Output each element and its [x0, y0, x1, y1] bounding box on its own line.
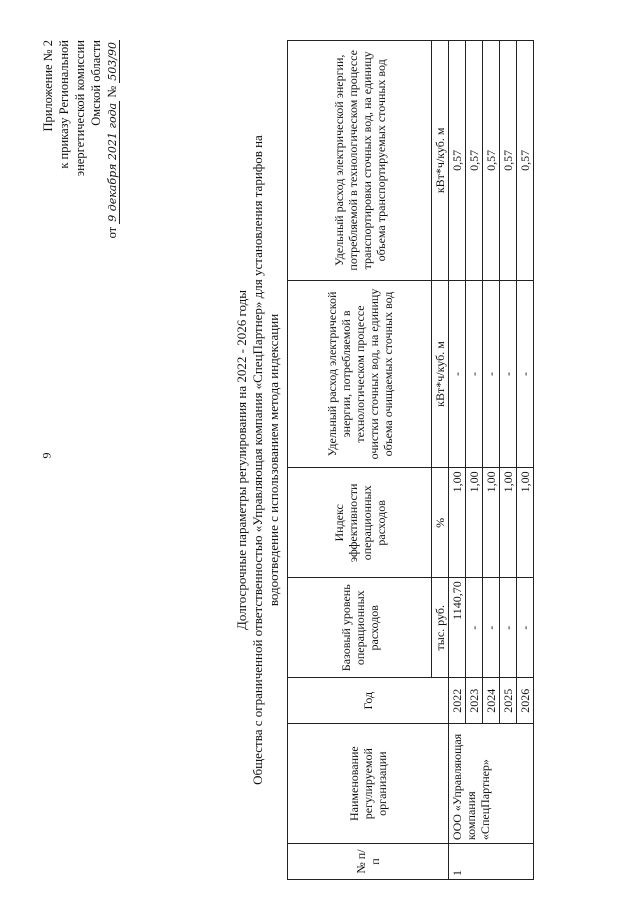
header-num: № п/п: [288, 844, 449, 880]
appendix-line-4: Омской области: [89, 40, 103, 126]
unit-base: тыс. руб.: [432, 578, 449, 678]
cell-base: -: [466, 578, 483, 678]
cell-year: 2026: [517, 678, 534, 724]
cell-transport: 0,57: [500, 41, 517, 281]
cell-index: 1,00: [517, 468, 534, 578]
date-signature: 9 декабря 2021 года: [106, 102, 119, 222]
page-number: 9: [39, 452, 54, 459]
unit-index: %: [432, 468, 449, 578]
cell-transport: 0,57: [483, 41, 500, 281]
parameters-table: [287, 40, 534, 880]
organization-name: ООО «Управляющая компания «СпецПартнер»: [449, 724, 534, 844]
appendix-line-2: к приказу Региональной: [57, 40, 71, 169]
appendix-line-1: Приложение № 2: [41, 40, 55, 132]
row-number: 1: [449, 844, 534, 880]
cell-base: -: [517, 578, 534, 678]
cell-treatment: -: [483, 280, 500, 468]
cell-index: 1,00: [466, 468, 483, 578]
cell-base: 1140,70: [449, 578, 466, 678]
header-index: Индекс эффективности операционных расходов: [288, 468, 432, 578]
document-title: [234, 40, 282, 880]
appendix-header: [40, 40, 121, 240]
cell-year: 2023: [466, 678, 483, 724]
cell-transport: 0,57: [449, 41, 466, 281]
unit-transport: кВт*ч/куб. м: [432, 41, 449, 281]
cell-index: 1,00: [449, 468, 466, 578]
number-signature: 503/90: [106, 42, 119, 81]
appendix-date-line: [104, 40, 121, 240]
cell-treatment: -: [517, 280, 534, 468]
cell-year: 2024: [483, 678, 500, 724]
cell-transport: 0,57: [517, 41, 534, 281]
title-line-1: Долгосрочные параметры регулирования на 2022 - 2026 годы: [234, 290, 249, 630]
cell-treatment: -: [449, 280, 466, 468]
number-prefix: №: [105, 85, 119, 98]
cell-year: 2025: [500, 678, 517, 724]
unit-treatment: кВт*ч/куб. м: [432, 280, 449, 468]
cell-base: -: [483, 578, 500, 678]
appendix-line-3: энергетической комиссии: [73, 40, 87, 177]
rotated-page: [40, 40, 640, 880]
header-transport: Удельный расход электрической энергии, потребляемой в технологическом процессе транспортировки сточных вод, на единицу объема транспортируемых сточных вод: [288, 41, 432, 281]
header-treatment: Удельный расход электрической энергии, потребляемой в технологическом процессе очистки сточных вод, на единицу объема очищаемых сточных вод: [288, 280, 432, 468]
cell-treatment: -: [466, 280, 483, 468]
date-prefix: от: [105, 226, 119, 239]
header-year: Год: [288, 678, 449, 724]
cell-index: 1,00: [483, 468, 500, 578]
cell-year: 2022: [449, 678, 466, 724]
header-row: [288, 41, 432, 880]
title-line-2: Общества с ограниченной ответственностью «Управляющая компания «СпецПартнер» для установления тарифов на: [250, 135, 265, 785]
title-line-3: водоотведение с использованием метода индексации: [266, 313, 281, 607]
header-org: Наименование регулируемой организации: [288, 724, 449, 844]
cell-transport: 0,57: [466, 41, 483, 281]
cell-treatment: -: [500, 280, 517, 468]
cell-index: 1,00: [500, 468, 517, 578]
header-base: Базовый уровень операционных расходов: [288, 578, 432, 678]
table-row: [449, 41, 466, 880]
cell-base: -: [500, 578, 517, 678]
